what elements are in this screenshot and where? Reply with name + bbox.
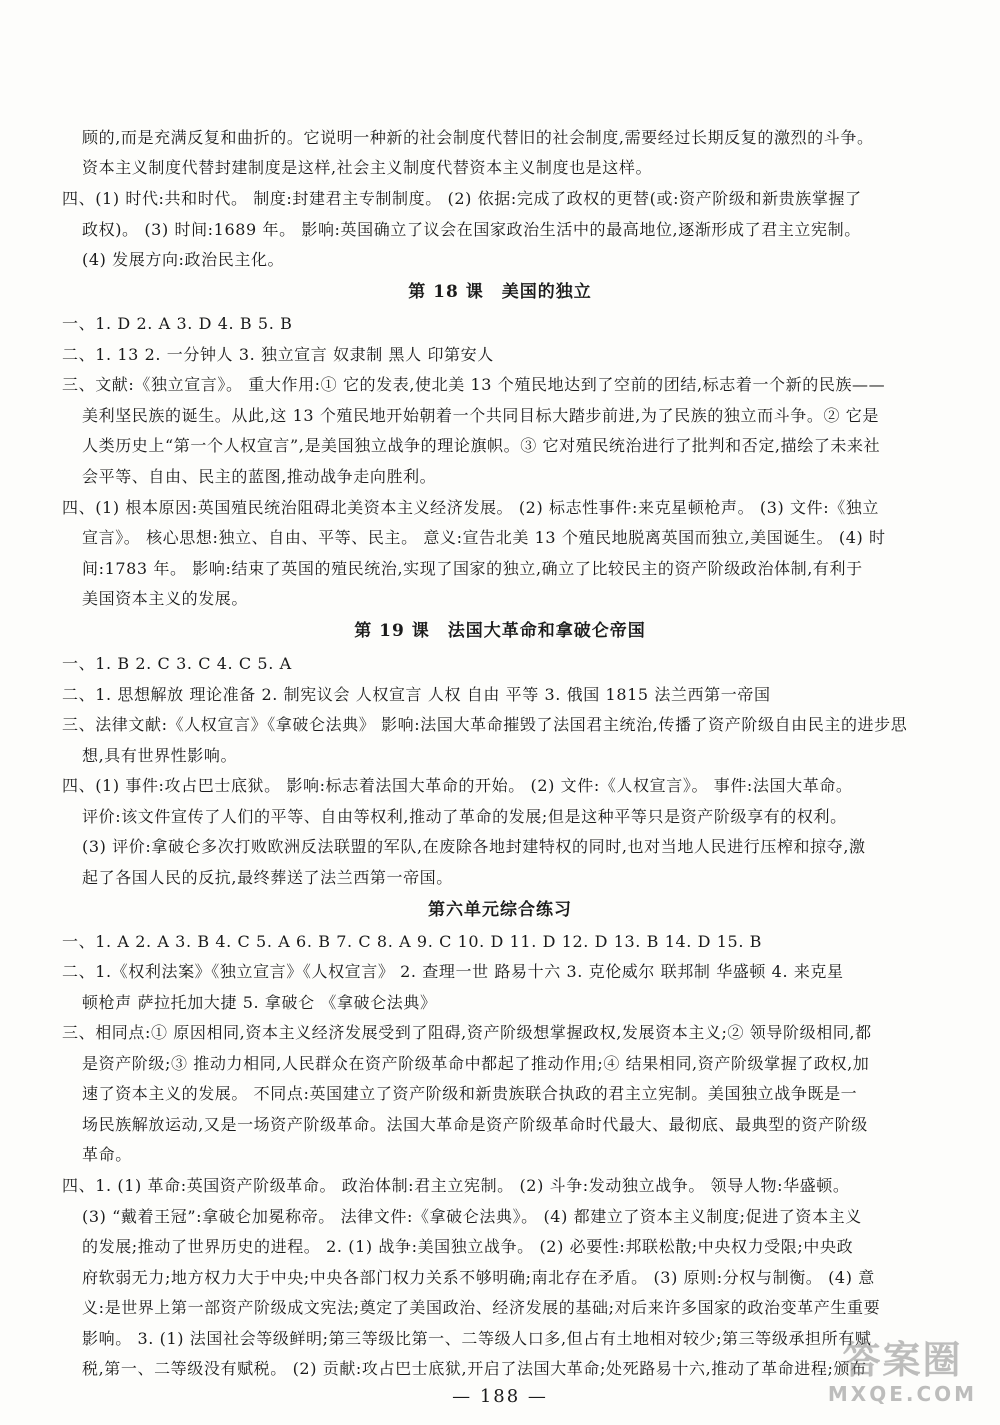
text-line: 人类历史上“第一个人权宣言”,是美国独立战争的理论旗帜。③ 它对殖民统治进行了批判和否定,描绘了未来社 bbox=[82, 436, 881, 455]
text-line: 一、1. B 2. C 3. C 4. C 5. A bbox=[62, 654, 292, 673]
text-line: 义:是世界上第一部资产阶级成文宪法;奠定了美国政治、经济发展的基础;对后来许多国家的政治变革产生重要 bbox=[82, 1298, 881, 1317]
text-line: 场民族解放运动,又是一场资产阶级革命。法国大革命是资产阶级革命时代最大、最彻底、最典型的资产阶级 bbox=[82, 1115, 868, 1134]
text-line: 想,具有世界性影响。 bbox=[82, 746, 238, 765]
text-line: (3) 评价:拿破仑多次打败欧洲反法联盟的军队,在废除各地封建特权的同时,也对当地人民进行压榨和掠夺,激 bbox=[82, 837, 866, 856]
text-line: 二、1. 13 2. 一分钟人 3. 独立宣言 奴隶制 黑人 印第安人 bbox=[62, 345, 494, 364]
watermark-site: MXQE.COM bbox=[827, 1382, 978, 1406]
text-line: 是资产阶级;③ 推动力相同,人民群众在资产阶级革命中都起了推动作用;④ 结果相同,资产阶级掌握了政权,加 bbox=[82, 1054, 870, 1073]
text-line: 的发展;推动了世界历史的进程。 2. (1) 战争:美国独立战争。 (2) 必要性:邦联松散;中央权力受限;中央政 bbox=[82, 1237, 854, 1256]
text-line: 一、1. D 2. A 3. D 4. B 5. B bbox=[62, 314, 293, 333]
text-line: 速了资本主义的发展。 不同点:英国建立了资产阶级和新贵族联合执政的君主立宪制。美国独立战争既是一 bbox=[82, 1084, 858, 1103]
text-line: 四、1. (1) 革命:英国资产阶级革命。 政治体制:君主立宪制。 (2) 斗争:发动独立战争。 领导人物:华盛顿。 bbox=[62, 1176, 850, 1195]
lesson-18-heading: 第 18 课 美国的独立 bbox=[408, 282, 592, 302]
text-line: (3) “戴着王冠”:拿破仑加冕称帝。 法律文件:《拿破仑法典》。 (4) 都建立了资本主义制度;促进了资本主义 bbox=[82, 1207, 862, 1226]
text-line: 三、文献:《独立宣言》。 重大作用:① 它的发表,使北美 13 个殖民地达到了空前的团结,标志着一个新的民族—— bbox=[62, 375, 886, 394]
text-line: (4) 发展方向:政治民主化。 bbox=[82, 250, 285, 269]
text-line: 评价:该文件宣传了人们的平等、自由等权利,推动了革命的发展;但是这种平等只是资产阶级享有的权利。 bbox=[82, 807, 847, 826]
text-line: 税,第一、二等级没有赋税。 (2) 贡献:攻占巴士底狱,开启了法国大革命;处死路易十六,推动了革命进程;颁布 bbox=[82, 1359, 867, 1378]
text-line: 四、(1) 根本原因:英国殖民统治阻碍北美资本主义经济发展。 (2) 标志性事件:来克星顿枪声。 (3) 文件:《独立 bbox=[62, 498, 879, 517]
text-line: 四、(1) 事件:攻占巴士底狱。 影响:标志着法国大革命的开始。 (2) 文件:《人权宣言》。 事件:法国大革命。 bbox=[62, 776, 853, 795]
watermark-title: 答案圈 bbox=[842, 1338, 963, 1382]
unit-6-heading: 第六单元综合练习 bbox=[428, 900, 572, 920]
text-line: 一、1. A 2. A 3. B 4. C 5. A 6. B 7. C 8. A 9. C 10. D 11. D 12. D 13. B 14. D 15. B bbox=[62, 932, 763, 951]
text-line: 顿枪声 萨拉托加大捷 5. 拿破仑 《拿破仑法典》 bbox=[82, 993, 437, 1012]
text-line: 起了各国人民的反抗,最终葬送了法兰西第一帝国。 bbox=[82, 868, 453, 887]
text-line: 三、相同点:① 原因相同,资本主义经济发展受到了阻碍,资产阶级想掌握政权,发展资本主义;② 领导阶级相同,都 bbox=[62, 1023, 872, 1042]
text-line: 顾的,而是充满反复和曲折的。它说明一种新的社会制度代替旧的社会制度,需要经过长期反复的激烈的斗争。 bbox=[82, 128, 874, 147]
text-line: 四、(1) 时代:共和时代。 制度:封建君主专制制度。 (2) 依据:完成了政权的更替(或:资产阶级和新贵族掌握了 bbox=[62, 189, 862, 208]
text-line: 二、1. 思想解放 理论准备 2. 制宪议会 人权宣言 人权 自由 平等 3. 俄国 1815 法兰西第一帝国 bbox=[62, 685, 771, 704]
lesson-19-heading: 第 19 课 法国大革命和拿破仑帝国 bbox=[354, 621, 646, 641]
text-line: 三、法律文献:《人权宣言》《拿破仑法典》 影响:法国大革命摧毁了法国君主统治,传播了资产阶级自由民主的进步思 bbox=[62, 715, 908, 734]
text-line: 美利坚民族的诞生。从此,这 13 个殖民地开始朝着一个共同目标大踏步前进,为了民族的独立而斗争。② 它是 bbox=[82, 406, 879, 425]
text-line: 影响。 3. (1) 法国社会等级鲜明;第三等级比第一、二等级人口多,但占有土地相对较少;第三等级承担所有赋 bbox=[82, 1329, 872, 1348]
site-watermark bbox=[815, 1337, 990, 1417]
text-line: 府软弱无力;地方权力大于中央;中央各部门权力关系不够明确;南北存在矛盾。 (3) 原则:分权与制衡。 (4) 意 bbox=[82, 1268, 875, 1287]
text-line: 二、1.《权利法案》《独立宣言》《人权宣言》 2. 查理一世 路易十六 3. 克伦威尔 联邦制 华盛顿 4. 来克星 bbox=[62, 962, 844, 981]
text-line: 革命。 bbox=[82, 1145, 132, 1164]
text-line: 间:1783 年。 影响:结束了英国的殖民统治,实现了国家的独立,确立了比较民主的资产阶级政治体制,有利于 bbox=[82, 559, 863, 578]
page-number: — 188 — bbox=[452, 1386, 548, 1407]
text-line: 资本主义制度代替封建制度是这样,社会主义制度代替资本主义制度也是这样。 bbox=[82, 158, 653, 177]
text-line: 政权)。 (3) 时间:1689 年。 影响:英国确立了议会在国家政治生活中的最高地位,逐渐形成了君主立宪制。 bbox=[82, 220, 861, 239]
text-line: 美国资本主义的发展。 bbox=[82, 589, 249, 608]
text-line: 宣言》。 核心思想:独立、自由、平等、民主。 意义:宣告北美 13 个殖民地脱离英国而独立,美国诞生。 (4) 时 bbox=[82, 528, 886, 547]
text-line: 会平等、自由、民主的蓝图,推动战争走向胜利。 bbox=[82, 467, 437, 486]
